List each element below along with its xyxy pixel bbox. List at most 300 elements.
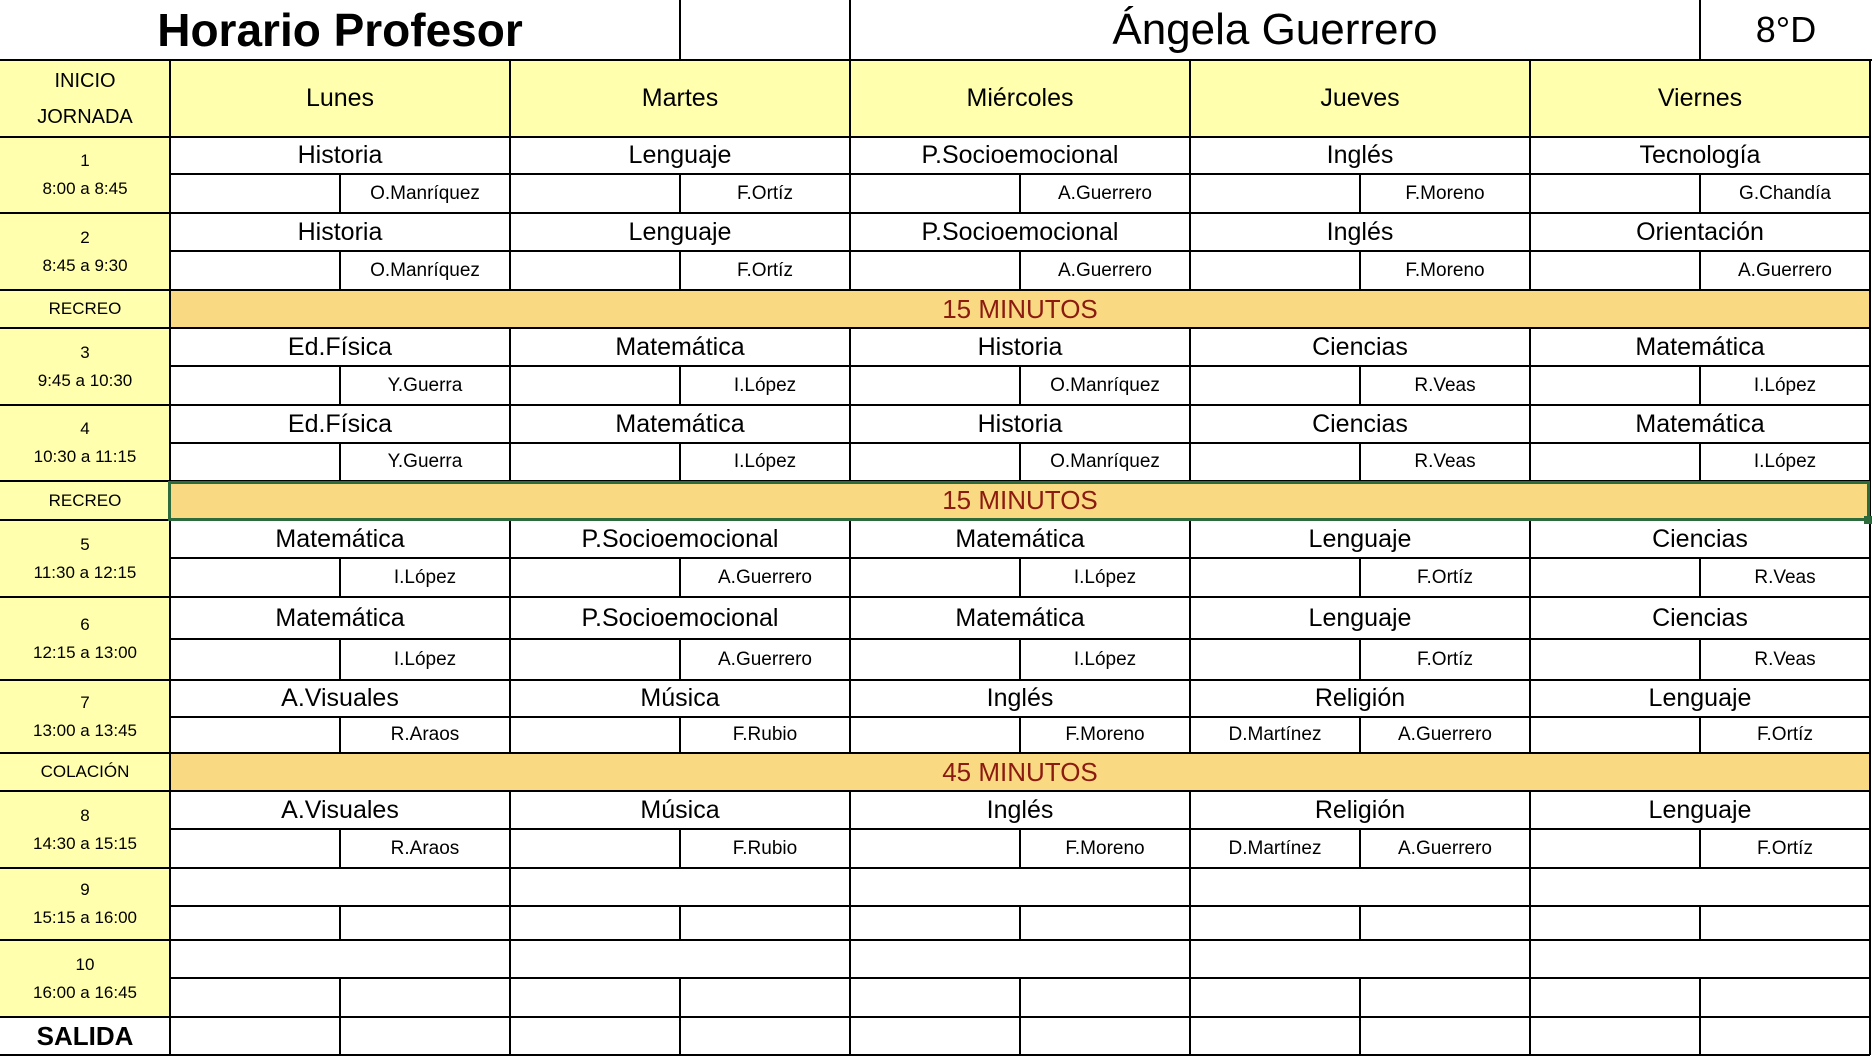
grid-hline	[0, 327, 1870, 329]
grid-vline	[1699, 558, 1701, 597]
teacher-cell[interactable]: F.Moreno	[1405, 259, 1485, 281]
period-label-4[interactable]	[0, 405, 170, 481]
teacher-left-cell[interactable]	[170, 443, 340, 481]
teacher-left-cell[interactable]	[1530, 366, 1700, 405]
grid-vline	[1529, 520, 1531, 597]
empty-header-cell[interactable]	[680, 0, 850, 60]
teacher-left-cell[interactable]	[850, 906, 1020, 940]
grid-vline	[169, 791, 171, 868]
grid-vline	[849, 868, 851, 940]
subject-cell[interactable]: P.Socioemocional	[581, 603, 779, 632]
grid-vline	[1699, 443, 1701, 481]
grid-vline	[1869, 137, 1871, 213]
subject-cell[interactable]	[510, 940, 850, 978]
grid-vline	[1359, 251, 1361, 290]
grid-vline	[1019, 174, 1021, 213]
teacher-cell[interactable]: R.Veas	[1754, 566, 1816, 588]
selection-handle[interactable]	[1864, 516, 1872, 524]
teacher-left-cell[interactable]	[1190, 174, 1360, 213]
teacher-left-cell[interactable]	[1530, 906, 1700, 940]
teacher-left-cell[interactable]	[1190, 558, 1360, 597]
grid-vline	[509, 680, 511, 753]
teacher-cell[interactable]: F.Ortíz	[737, 182, 793, 204]
grid-vline	[1529, 940, 1531, 1017]
teacher-left-cell[interactable]	[850, 366, 1020, 405]
teacher-left-cell[interactable]	[1530, 829, 1700, 868]
grid-vline	[1529, 60, 1531, 137]
subject-cell[interactable]: Matemática	[615, 332, 745, 361]
teacher-left-cell[interactable]	[1190, 906, 1360, 940]
period-number: 6	[80, 614, 90, 634]
subject-cell[interactable]: Música	[640, 795, 720, 824]
subject-cell[interactable]: Matemática	[1635, 332, 1765, 361]
grid-vline	[1359, 366, 1361, 405]
period-time: 15:15 a 16:00	[33, 908, 137, 927]
teacher-left-cell[interactable]	[170, 251, 340, 290]
teacher-cell[interactable]: I.López	[1753, 374, 1817, 396]
grid-vline	[1699, 1017, 1701, 1055]
period-time: 11:30 a 12:15	[33, 562, 137, 582]
empty-cell[interactable]	[340, 1017, 510, 1055]
grid-vline	[1019, 1017, 1021, 1055]
period-label-7[interactable]	[0, 680, 170, 753]
break-duration[interactable]: 15 MINUTOS	[942, 485, 1098, 515]
grid-vline	[1869, 405, 1871, 481]
day-header-1[interactable]: Lunes	[305, 84, 375, 112]
subject-cell[interactable]: Ciencias	[1312, 332, 1408, 361]
grid-vline	[1869, 753, 1871, 791]
subject-cell[interactable]: P.Socioemocional	[921, 217, 1119, 246]
subject-cell[interactable]: Lenguaje	[1648, 795, 1752, 824]
inicio-jornada-header[interactable]	[0, 60, 170, 137]
teacher-left-cell[interactable]	[510, 174, 680, 213]
grid-hline	[0, 939, 1870, 941]
teacher-left-cell[interactable]	[850, 639, 1020, 680]
teacher-cell[interactable]: O.Manríquez	[1050, 374, 1160, 396]
subject-cell[interactable]: Matemática	[1635, 409, 1765, 438]
teacher-cell[interactable]: R.Araos	[390, 724, 460, 745]
grid-vline	[1529, 597, 1531, 680]
teacher-left-cell[interactable]	[1530, 558, 1700, 597]
teacher-cell[interactable]	[1700, 906, 1870, 940]
teacher-cell[interactable]: I.López	[1073, 566, 1137, 588]
day-header-3[interactable]: Miércoles	[966, 84, 1074, 112]
grid-hline	[0, 212, 1870, 214]
teacher-name[interactable]: Ángela Guerrero	[1112, 5, 1438, 54]
teacher-left-cell[interactable]	[510, 639, 680, 680]
teacher-cell[interactable]: F.Ortíz	[1757, 837, 1813, 859]
subject-cell[interactable]	[170, 868, 510, 906]
grid-hline	[0, 404, 1870, 406]
subject-cell[interactable]: Lenguaje	[1308, 603, 1412, 632]
grid-vline	[849, 0, 851, 60]
grid-vline	[1189, 597, 1191, 680]
grid-vline	[1869, 213, 1871, 290]
grid-hline	[0, 289, 1870, 291]
break-label[interactable]: RECREO	[48, 299, 122, 318]
grid-vline	[339, 717, 341, 753]
grid-hline	[0, 679, 1870, 681]
teacher-cell[interactable]: A.Guerrero	[1398, 837, 1492, 859]
subject-cell[interactable]	[850, 940, 1190, 978]
empty-cell[interactable]	[680, 1017, 850, 1055]
grid-vline	[339, 978, 341, 1017]
teacher-cell[interactable]: I.López	[1073, 648, 1137, 670]
grid-hline	[170, 977, 1870, 979]
grid-vline	[1869, 290, 1871, 328]
subject-cell[interactable]: Lenguaje	[1308, 524, 1412, 553]
teacher-cell[interactable]: F.Ortíz	[1757, 724, 1813, 745]
grid-vline	[1359, 443, 1361, 481]
grid-vline	[1699, 829, 1701, 868]
empty-cell[interactable]	[170, 1017, 340, 1055]
teacher-cell[interactable]	[1360, 978, 1530, 1017]
grid-vline	[1869, 791, 1871, 868]
teacher-cell[interactable]: F.Ortíz	[737, 259, 793, 281]
subject-cell[interactable]: Historia	[977, 332, 1063, 361]
teacher-left-cell[interactable]	[1530, 639, 1700, 680]
subject-cell[interactable]: Matemática	[955, 603, 1085, 632]
teacher-cell[interactable]: G.Chandía	[1739, 182, 1831, 204]
teacher-cell[interactable]: A.Guerrero	[1398, 724, 1492, 745]
grid-vline	[1359, 1017, 1361, 1055]
grid-vline	[339, 829, 341, 868]
teacher-left-cell[interactable]	[510, 366, 680, 405]
grid-hline	[170, 365, 1870, 367]
teacher-cell[interactable]: A.Guerrero	[718, 648, 812, 670]
teacher-cell[interactable]: O.Manríquez	[370, 182, 480, 204]
period-label-2[interactable]	[0, 213, 170, 290]
grid-vline	[679, 174, 681, 213]
grid-vline	[1189, 520, 1191, 597]
teacher-cell[interactable]: A.Guerrero	[718, 566, 812, 588]
grid-vline	[849, 680, 851, 753]
period-number: 9	[80, 880, 90, 899]
subject-cell[interactable]	[1190, 868, 1530, 906]
inicio-line1: INICIO	[54, 69, 116, 92]
subject-cell[interactable]: Inglés	[986, 795, 1054, 824]
teacher-left-cell[interactable]	[170, 558, 340, 597]
teacher-left-cell[interactable]	[170, 978, 340, 1017]
subject-cell[interactable]: Lenguaje	[628, 217, 732, 246]
grid-vline	[679, 558, 681, 597]
break-duration[interactable]: 45 MINUTOS	[942, 756, 1098, 787]
subject-cell[interactable]: Música	[640, 684, 720, 712]
teacher-cell[interactable]: F.Rubio	[732, 837, 798, 859]
subject-cell[interactable]: Ciencias	[1312, 409, 1408, 438]
period-label-10[interactable]	[0, 940, 170, 1017]
teacher-cell[interactable]: R.Veas	[1754, 648, 1816, 670]
subject-cell[interactable]	[1530, 868, 1870, 906]
period-number: 8	[80, 805, 90, 825]
teacher-left-cell[interactable]	[850, 717, 1020, 753]
subject-cell[interactable]: Tecnología	[1639, 141, 1761, 169]
grid-vline	[169, 137, 171, 213]
teacher-cell[interactable]: I.López	[733, 374, 797, 396]
grid-vline	[1189, 940, 1191, 1017]
period-time: 14:30 a 15:15	[33, 833, 137, 853]
teacher-cell[interactable]: I.López	[393, 566, 457, 588]
grid-vline	[169, 1017, 171, 1055]
grid-vline	[169, 520, 171, 597]
grid-vline	[1869, 328, 1871, 405]
subject-cell[interactable]: P.Socioemocional	[921, 141, 1119, 169]
grid-vline	[1189, 868, 1191, 940]
subject-cell[interactable]: Ciencias	[1652, 524, 1748, 553]
grid-vline	[1189, 680, 1191, 753]
teacher-cell[interactable]	[680, 978, 850, 1017]
subject-cell[interactable]: Lenguaje	[1648, 684, 1752, 712]
grid-vline	[849, 520, 851, 597]
grade-label[interactable]: 8°D	[1755, 9, 1817, 50]
subject-cell[interactable]: Ed.Física	[287, 409, 393, 438]
grid-vline	[509, 520, 511, 597]
teacher-left-cell[interactable]	[170, 366, 340, 405]
teacher-left-cell[interactable]	[850, 978, 1020, 1017]
grid-hline	[170, 250, 1870, 252]
teacher-left-cell[interactable]	[170, 639, 340, 680]
grid-vline	[1869, 680, 1871, 753]
subject-cell[interactable]: Matemática	[955, 524, 1085, 553]
salida-label[interactable]: SALIDA	[36, 1020, 134, 1051]
period-label-3[interactable]	[0, 328, 170, 405]
subject-cell[interactable]: Inglés	[986, 684, 1054, 712]
period-time: 12:15 a 13:00	[33, 642, 137, 662]
grid-vline	[509, 328, 511, 405]
grid-hline	[0, 752, 1870, 754]
period-number: 10	[75, 954, 95, 974]
teacher-cell[interactable]: R.Veas	[1414, 451, 1476, 472]
teacher-left-cell[interactable]	[510, 558, 680, 597]
subject-cell[interactable]	[1530, 940, 1870, 978]
grid-vline	[339, 1017, 341, 1055]
grid-vline	[509, 405, 511, 481]
teacher-left-cell[interactable]	[1190, 251, 1360, 290]
subject-cell[interactable]: Ciencias	[1652, 603, 1748, 632]
grid-vline	[1019, 251, 1021, 290]
teacher-cell[interactable]: O.Manríquez	[1050, 451, 1160, 472]
teacher-cell[interactable]: Y.Guerra	[387, 374, 463, 396]
teacher-cell[interactable]	[1020, 906, 1190, 940]
teacher-left-cell[interactable]	[510, 978, 680, 1017]
grid-vline	[169, 753, 171, 791]
subject-cell[interactable]: A.Visuales	[281, 795, 399, 824]
teacher-cell[interactable]: I.López	[1753, 451, 1817, 472]
teacher-cell[interactable]: R.Araos	[390, 837, 460, 859]
teacher-cell[interactable]: O.Manríquez	[370, 259, 480, 281]
period-time: 16:00 a 16:45	[33, 982, 137, 1002]
teacher-left-cell[interactable]	[1190, 443, 1360, 481]
grid-vline	[1019, 978, 1021, 1017]
teacher-left-cell[interactable]	[170, 906, 340, 940]
subject-cell[interactable]: Orientación	[1636, 217, 1764, 246]
teacher-left-cell[interactable]	[850, 558, 1020, 597]
teacher-cell[interactable]: A.Guerrero	[1058, 182, 1152, 204]
grid-vline	[1529, 213, 1531, 290]
grid-vline	[509, 597, 511, 680]
grid-hline	[170, 638, 1870, 640]
empty-cell[interactable]	[1700, 1017, 1870, 1055]
grid-vline	[849, 137, 851, 213]
teacher-left-cell[interactable]	[1530, 717, 1700, 753]
subject-cell[interactable]: Historia	[297, 141, 383, 169]
teacher-left-cell[interactable]: D.Martínez	[1228, 724, 1322, 745]
subject-cell[interactable]: Matemática	[615, 409, 745, 438]
teacher-cell[interactable]	[340, 978, 510, 1017]
teacher-cell[interactable]: F.Rubio	[732, 724, 798, 745]
break-duration[interactable]: 15 MINUTOS	[942, 293, 1098, 324]
teacher-cell[interactable]: I.López	[733, 451, 797, 472]
subject-cell[interactable]: Historia	[977, 409, 1063, 438]
grid-hline	[0, 1016, 1870, 1018]
empty-cell[interactable]	[1360, 1017, 1530, 1055]
teacher-left-cell[interactable]	[1190, 639, 1360, 680]
teacher-cell[interactable]: F.Moreno	[1405, 182, 1485, 204]
subject-cell[interactable]: A.Visuales	[281, 684, 399, 712]
teacher-left-cell[interactable]	[1530, 978, 1700, 1017]
period-time: 8:45 a 9:30	[42, 255, 128, 275]
teacher-left-cell[interactable]	[170, 174, 340, 213]
empty-cell[interactable]	[1190, 1017, 1360, 1055]
subject-cell[interactable]: Religión	[1314, 795, 1406, 824]
empty-cell[interactable]	[850, 1017, 1020, 1055]
teacher-cell[interactable]: F.Ortíz	[1417, 648, 1473, 670]
teacher-left-cell[interactable]	[1530, 174, 1700, 213]
grid-vline	[1699, 0, 1701, 60]
teacher-left-cell[interactable]	[850, 443, 1020, 481]
teacher-left-cell[interactable]	[1530, 443, 1700, 481]
subject-cell[interactable]: Inglés	[1326, 217, 1394, 246]
teacher-left-cell[interactable]	[510, 251, 680, 290]
grid-vline	[1529, 680, 1531, 753]
teacher-left-cell[interactable]	[510, 829, 680, 868]
subject-cell[interactable]: Religión	[1314, 684, 1406, 712]
subject-cell[interactable]	[170, 940, 510, 978]
teacher-cell[interactable]: F.Ortíz	[1417, 566, 1473, 588]
subject-cell[interactable]	[1190, 940, 1530, 978]
grid-vline	[679, 0, 681, 60]
grid-vline	[1189, 1017, 1191, 1055]
grid-hline	[0, 867, 1870, 869]
grid-vline	[1189, 137, 1191, 213]
grid-vline	[1359, 558, 1361, 597]
period-number: 3	[80, 342, 90, 362]
teacher-cell[interactable]	[1360, 906, 1530, 940]
grid-vline	[1359, 906, 1361, 940]
teacher-left-cell[interactable]	[170, 717, 340, 753]
subject-cell[interactable]: Matemática	[275, 524, 405, 553]
grid-vline	[1699, 251, 1701, 290]
grid-vline	[169, 290, 171, 328]
teacher-left-cell[interactable]	[850, 251, 1020, 290]
grid-vline	[849, 405, 851, 481]
period-label-6[interactable]	[0, 597, 170, 680]
empty-cell[interactable]	[1020, 1017, 1190, 1055]
teacher-cell[interactable]: F.Moreno	[1065, 724, 1145, 745]
grid-vline	[1019, 443, 1021, 481]
teacher-left-cell[interactable]	[1190, 978, 1360, 1017]
grid-vline	[1019, 639, 1021, 680]
teacher-left-cell[interactable]	[1190, 366, 1360, 405]
day-header-4[interactable]: Jueves	[1320, 84, 1400, 112]
teacher-left-cell[interactable]	[510, 717, 680, 753]
subject-cell[interactable]: P.Socioemocional	[581, 524, 779, 553]
subject-cell[interactable]: Lenguaje	[628, 141, 732, 169]
grid-hline	[170, 828, 1870, 830]
day-header-5[interactable]: Viernes	[1657, 84, 1743, 112]
teacher-cell[interactable]: Y.Guerra	[387, 451, 463, 472]
teacher-cell[interactable]	[1700, 978, 1870, 1017]
teacher-cell[interactable]: I.López	[393, 648, 457, 670]
teacher-left-cell[interactable]	[170, 829, 340, 868]
period-label-1[interactable]	[0, 137, 170, 213]
grid-vline	[339, 906, 341, 940]
teacher-cell[interactable]	[680, 906, 850, 940]
teacher-cell[interactable]: A.Guerrero	[1058, 259, 1152, 281]
grid-vline	[1189, 60, 1191, 137]
page-title[interactable]: Horario Profesor	[157, 4, 523, 56]
grid-vline	[679, 978, 681, 1017]
grid-hline	[170, 557, 1870, 559]
grid-hline	[0, 59, 1872, 61]
period-label-9[interactable]	[0, 868, 170, 940]
teacher-left-cell[interactable]	[850, 829, 1020, 868]
teacher-cell[interactable]: A.Guerrero	[1738, 259, 1832, 281]
subject-cell[interactable]	[510, 868, 850, 906]
grid-vline	[1529, 405, 1531, 481]
break-label[interactable]: RECREO	[48, 490, 122, 510]
grid-vline	[1699, 366, 1701, 405]
grid-hline	[0, 1054, 1870, 1056]
grid-vline	[339, 443, 341, 481]
empty-cell[interactable]	[510, 1017, 680, 1055]
empty-cell[interactable]	[1530, 1017, 1700, 1055]
grid-vline	[1869, 868, 1871, 940]
grid-vline	[679, 906, 681, 940]
teacher-left-cell[interactable]	[850, 174, 1020, 213]
grid-vline	[509, 791, 511, 868]
teacher-cell[interactable]: R.Veas	[1414, 374, 1476, 396]
teacher-left-cell[interactable]	[510, 443, 680, 481]
teacher-left-cell[interactable]	[510, 906, 680, 940]
grid-hline	[170, 173, 1870, 175]
grid-vline	[1869, 1017, 1871, 1055]
grid-vline	[169, 680, 171, 753]
grid-hline	[170, 905, 1870, 907]
grid-vline	[1699, 978, 1701, 1017]
teacher-left-cell[interactable]: D.Martínez	[1228, 837, 1322, 859]
period-label-8[interactable]	[0, 791, 170, 868]
teacher-left-cell[interactable]	[1530, 251, 1700, 290]
subject-cell[interactable]: Inglés	[1326, 141, 1394, 169]
teacher-cell[interactable]	[1020, 978, 1190, 1017]
period-label-5[interactable]	[0, 520, 170, 597]
grid-vline	[169, 328, 171, 405]
subject-cell[interactable]: Historia	[297, 217, 383, 246]
grid-vline	[679, 1017, 681, 1055]
grid-vline	[1869, 60, 1871, 137]
day-header-2[interactable]: Martes	[641, 84, 719, 112]
teacher-cell[interactable]: F.Moreno	[1065, 837, 1145, 859]
grid-vline	[1189, 405, 1191, 481]
break-label[interactable]: COLACIÓN	[40, 762, 130, 781]
grid-vline	[849, 791, 851, 868]
subject-cell[interactable]	[850, 868, 1190, 906]
subject-cell[interactable]: Matemática	[275, 603, 405, 632]
subject-cell[interactable]: Ed.Física	[287, 332, 393, 361]
grid-vline	[679, 639, 681, 680]
teacher-cell[interactable]	[340, 906, 510, 940]
